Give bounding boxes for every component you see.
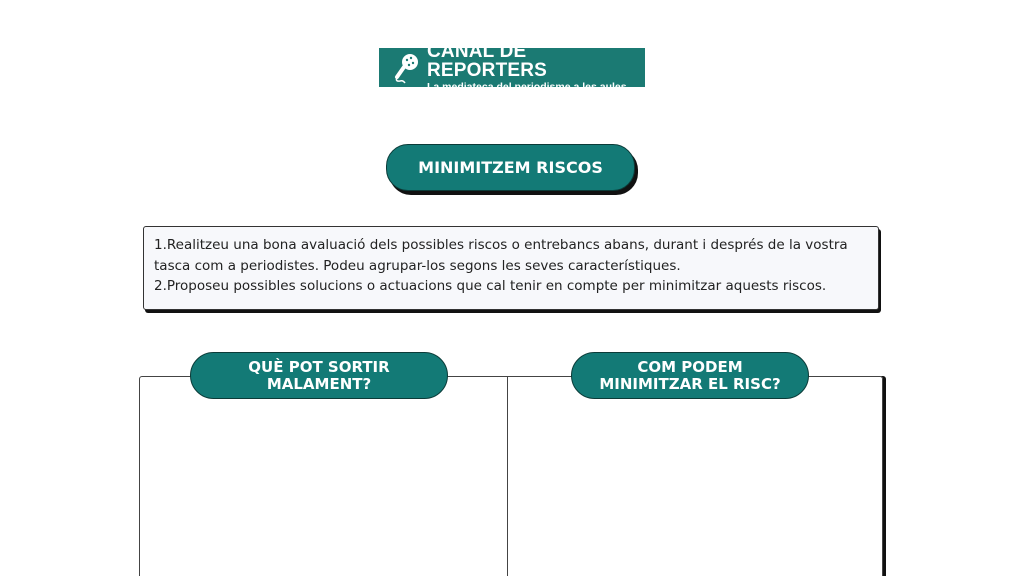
logo-tagline: La mediateca del periodisme a les aules <box>427 81 627 94</box>
instructions-box <box>143 226 879 310</box>
right-column-header <box>571 352 809 399</box>
left-header-line-2: MALAMENT? <box>266 374 372 393</box>
instruction-line-3: 2.Proposeu possibles solucions o actuacions que cal tenir en compte per minimitzar aquests riscos. <box>154 278 827 294</box>
instruction-line-1: 1.Realitzeu una bona avaluació dels possibles riscos o entrebancs abans, durant i després de la vostra <box>154 237 848 253</box>
risk-table <box>139 376 883 576</box>
instruction-line-2: tasca com a periodistes. Podeu agrupar-los segons les seves característiques. <box>154 257 681 274</box>
right-header-line-1: COM PODEM <box>637 357 743 376</box>
canal-de-reporters-logo <box>379 41 645 94</box>
left-column-header <box>190 352 448 399</box>
logo-brand: CANAL DE REPORTERS <box>427 41 548 82</box>
right-column-area[interactable] <box>508 374 884 576</box>
microphone-icon <box>393 52 421 84</box>
left-column-area[interactable] <box>140 374 507 576</box>
page-title: MINIMITZEM RISCOS <box>386 144 635 191</box>
right-header-line-2: MINIMITZAR EL RISC? <box>599 374 781 393</box>
left-header-line-1: QUÈ POT SORTIR <box>248 357 390 376</box>
